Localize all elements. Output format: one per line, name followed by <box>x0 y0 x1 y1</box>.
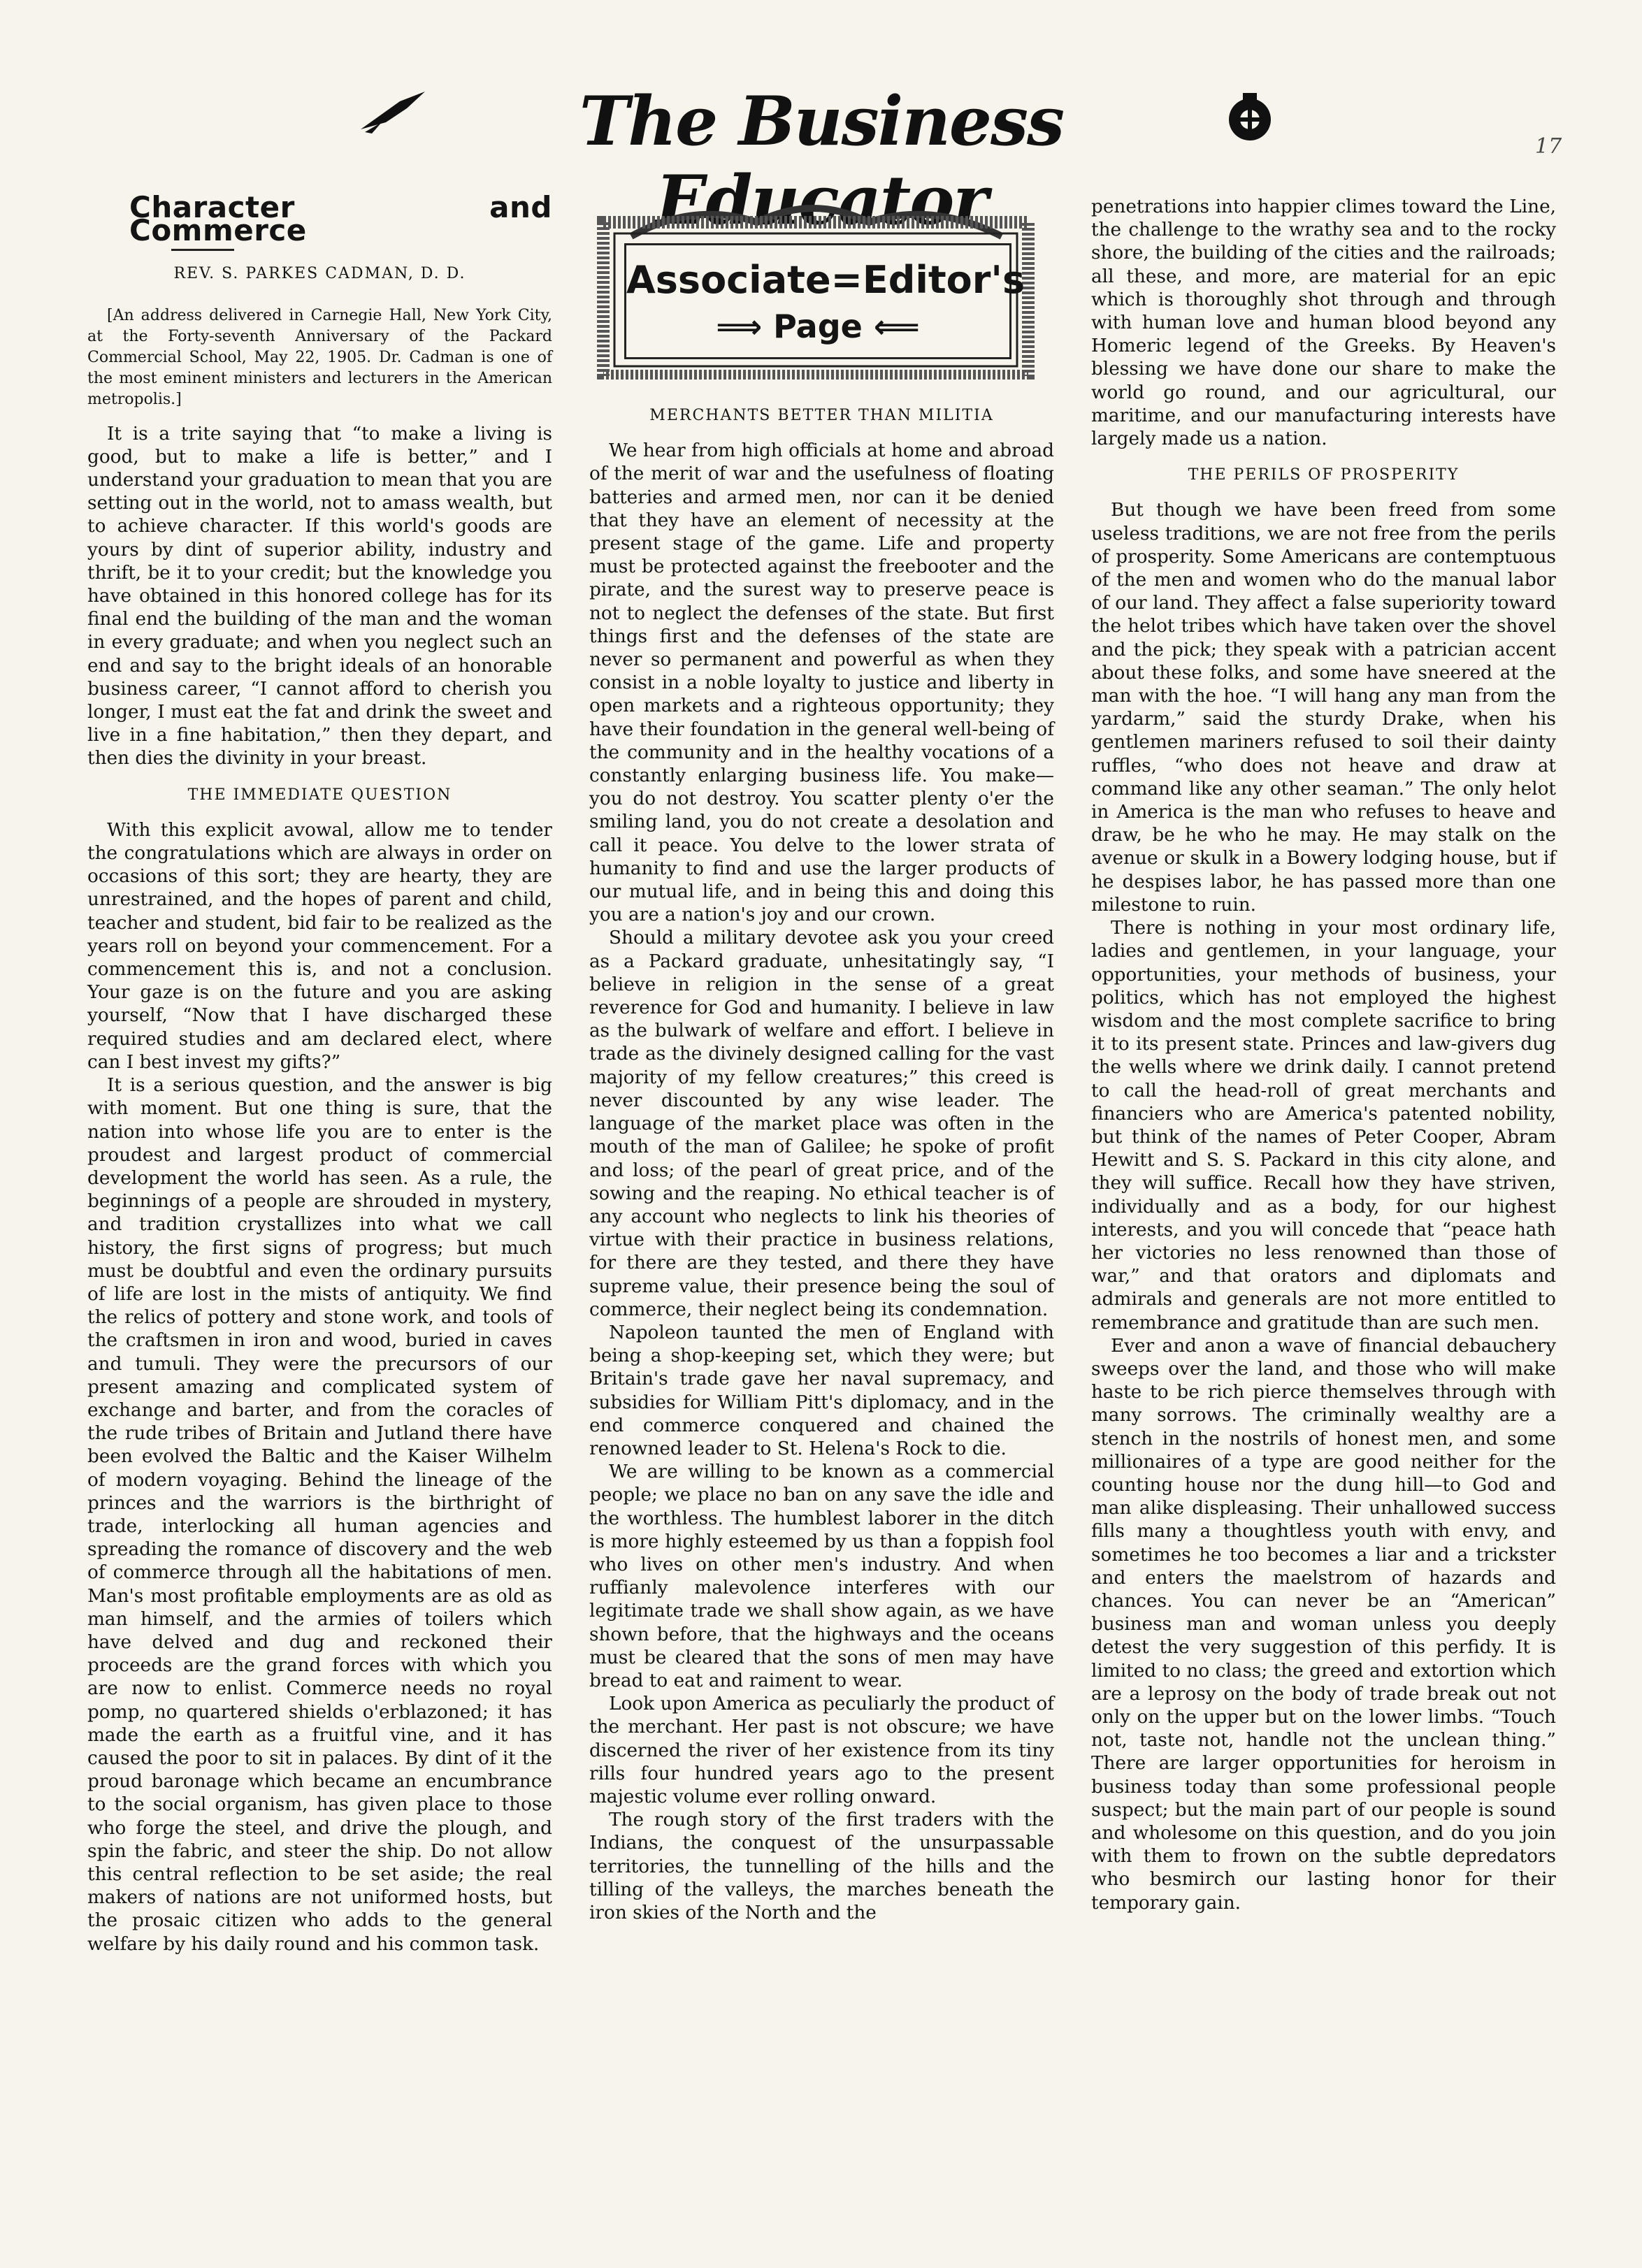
quill-pen-icon <box>358 87 428 136</box>
heading-rule <box>171 249 234 251</box>
editor-note: [An address delivered in Carnegie Hall, New York City, at the Forty-seventh Anniversary of the Packard Commercial School, May 22, 1905. Dr. Cadman is one of the most eminent ministers and lecturers in the American metropolis.] <box>87 306 552 408</box>
banner-title: Associate=Editor's <box>626 258 1025 302</box>
paragraph: penetrations into happier climes toward the Line, the challenge to the wrathy sea and to the rocky shore, the building of the cities and the railroads; all these, and more, are material for an epic which is thoroughly shot through and through with human love and human blood beyond any Homeric legend of the Greeks. By Heaven's blessing we have done our share to make the world go round, and our agricultural, our maritime, and our manufacturing interests have largely made us a nation. <box>1091 196 1556 450</box>
paragraph: But though we have been freed from some useless traditions, we are not free from the perils of prosperity. Some Americans are contemptuous of the men and women who do the manual labor of our land. They affect a false superiority toward the helot tribes which have taken over the shovel and the pick; they speak with a patrician accent about these folks, and some have sneered at the man with the hoe. “I will hang any man from the yardarm,” said the sturdy Drake, when his gentlemen mariners refused to soil their dainty ruffles, “who does not heave and draw at command like any other seaman.” The only helot in America is the man who refuses to heave and draw, be he who he may. He may stalk on the avenue or skulk in a Bowery lodging house, but if he despises labor, he has passed more than one milestone to ruin. <box>1091 500 1556 916</box>
paragraph: Should a military devotee ask you your creed as a Packard graduate, unhesitatingly say, “I believe in religion in the sense of a great reverence for God and humanity. I believe in law as the bulwark of welfare and effort. I believe in trade as the divinely designed calling for the vast majority of my fellow creatures;” this creed is never discounted by any wise leader. The language of the market place was often in the mouth of the man of Galilee; he spoke of profit and loss; of the pearl of great price, and of the sowing and the reaping. No ethical teacher is of any account who neglects to link his theories of virtue with their practice in business relations, for there are they tested, and there they have supreme value, their presence being the soul of commerce, their neglect being its condemnation. <box>589 927 1054 1320</box>
paragraph: Look upon America as peculiarly the product of the merchant. Her past is not obscure; we have discerned the river of her existence from its tiny rills four hundred years ago to the present majestic volume ever rolling onward. <box>589 1693 1054 1807</box>
paragraph: It is a trite saying that “to make a living is good, but to make a life is better,” and I understand your graduation to mean that you are setting out in the world, not to amass wealth, but to achieve character. If this world's goods are yours by dint of superior ability, industry and thrift, be it to your credit; but the knowledge you have obtained in this honored college has for its final end the building of the man and the woman in every graduate; and when you neglect such an end and say to the bright ideals of an honorable business career, “I cannot afford to cherish you longer, I must eat the fat and drink the sweet and live in a fine habitation,” then they depart, and then dies the divinity in your breast. <box>87 423 552 770</box>
right-pointer-icon: ⟸ <box>862 308 920 345</box>
associate-editor-banner <box>589 194 1042 380</box>
column-left <box>87 190 552 1956</box>
paragraph: There is nothing in your most ordinary life, ladies and gentlemen, in your language, your opportunities, your methods of business, your politics, which has not employed the highest wisdom and the most complete sacrifice to bring it to its present state. Princes and law-givers dug the wells where we drink daily. I cannot pretend to call the head-roll of great merchants and financiers who are America's patented nobility, but think of the names of Peter Cooper, Abram Hewitt and S. S. Packard in this city alone, and they will suffice. Recall how they have striven, individually and as a body, for our highest interests, and you will concede that “peace hath her victories no less renowned than those of war,” and that orators and diplomats and admirals and generals are not more entitled to remembrance and gratitude than are such men. <box>1091 918 1556 1334</box>
column-middle <box>589 391 1054 1925</box>
paragraph: The rough story of the first traders with the Indians, the conquest of the unsurpassable territories, the tunnelling of the hills and the tilling of the valleys, the marches beneath the iron skies of the North and the <box>589 1810 1054 1923</box>
paragraph: Ever and anon a wave of financial debauchery sweeps over the land, and those who will make haste to be rich pierce themselves through with many sorrows. The criminally wealthy are a stench in the nostrils of honest men, and some millionaires of a type are good neither for the counting house nor the dung hill—to God and man alike displeasing. Their unhallowed success fills many a thoughtless youth with envy, and sometimes he too becomes a liar and a trickster and enters the maelstrom of hazards and chances. You can never be an “American” business man and woman unless you deeply detest the very suggestion of this perfidy. It is limited to no class; the greed and extortion which are a leprosy on the body of trade break out not only on the upper but on the lower limbs. “Touch not, taste not, handle not the unclean thing.” There are larger opportunities for heroism in business today than some professional people suspect; but the main part of our people is sound and wholesome on this question, and do you join with them to frown on the subtle depredators who besmirch our lasting honor for their temporary gain. <box>1091 1335 1556 1914</box>
banner-subtitle-text: Page <box>773 308 863 345</box>
emblem-icon <box>1222 90 1278 146</box>
column-right <box>1091 196 1556 1915</box>
subheading: THE PERILS OF PROSPERITY <box>1188 466 1460 484</box>
paragraph: With this explicit avowal, allow me to tender the congratulations which are always in order on occasions of this sort; they are hearty, they are unrestrained, and the hopes of parent and child, teacher and student, bid fair to be realized as the years roll on beyond your commencement. For a commencement this is, and not a conclusion. Your gaze is on the future and you are asking yourself, “Now that I have discharged these required studies and am declared elect, where can I best invest my gifts?” <box>87 819 552 1073</box>
paragraph: It is a serious question, and the answer is big with moment. But one thing is sure, that the nation into whose life you are to enter is the proudest and largest product of commercial development the world has seen. As a rule, the beginnings of a people are shrouded in mystery, and tradition crystallizes into what we call history, the first signs of progress; but much must be doubtful and even the ordinary pursuits of life are lost in the mists of antiquity. We find the relics of pottery and stone work, and tools of the craftsmen in iron and wood, buried in caves and tumuli. They were the precursors of our present amazing and complicated system of exchange and barter, and from the coracles of the rude tribes of Britain and Jutland there have been evolved the Baltic and the Kaiser Wilhelm of modern voyaging. Behind the lineage of the princes and the warriors is the birthright of trade, interlocking all human agencies and spreading the romance of discovery and the web of commerce through all the habitations of men. Man's most profitable employments are as old as man himself, and the armies of toilers which have delved and dug and reckoned their proceeds are the grand forces with which you are now to enlist. Commerce needs no royal pomp, no quartered shields o'erblazoned; it has made the earth as a fruitful vine, and it has caused the poor to sit in palaces. By dint of it the proud baronage which became an encumbrance to the social organism, has given place to those who forge the steel, and drive the plough, and spin the fabric, and steer the ship. Do not allow this central reflection to be set aside; the real makers of nations are not uniformed hosts, but the prosaic citizen who adds to the general welfare by his daily round and his common task. <box>87 1075 552 1955</box>
banner-subtitle <box>626 308 1009 345</box>
subheading: MERCHANTS BETTER THAN MILITIA <box>649 407 994 424</box>
left-pointer-icon: ⟹ <box>716 308 774 345</box>
subheading: THE IMMEDIATE QUESTION <box>187 786 452 804</box>
article-heading: Character and Commerce <box>129 190 552 248</box>
masthead-title: The Business Educator <box>579 82 1064 240</box>
page-number: 17 <box>1535 134 1562 159</box>
paragraph: Napoleon taunted the men of England with being a shop-keeping set, which they were; but Britain's trade gave her naval supremacy, and subsidies for William Pitt's diplomacy, and in the end commerce conquered and chained the renowned leader to St. Helena's Rock to die. <box>589 1322 1054 1459</box>
byline: REV. S. PARKES CADMAN, D. D. <box>173 265 466 283</box>
paragraph: We hear from high officials at home and abroad of the merit of war and the usefulness of floating batteries and armed men, nor can it be denied that they have an element of necessity at the present stage of the game. Life and property must be protected against the freebooter and the pirate, and the surest way to preserve peace is not to neglect the defenses of the state. But first things first and the defenses of the state are never so permanent and powerful as when they consist in a noble loyalty to justice and liberty in open markets and a righteous opportunity; they have their foundation in the general well-being of the community and in the healthy vocations of a constantly enlarging business life. You make—you do not destroy. You scatter plenty o'er the smiling land, you do not create a desolation and call it peace. You delve to the lower strata of humanity to find and use the larger products of our mutual life, and in being this and doing this you are a nation's joy and our crown. <box>589 440 1054 926</box>
paragraph: We are willing to be known as a commercial people; we place no ban on any save the idle and the worthless. The humblest laborer in the ditch is more highly esteemed by us than a foppish fool who lives on other men's industry. And when ruffianly malevolence interferes with our legitimate trade we shall show again, as we have shown before, that the highways and the oceans must be cleared that the sons of men may have bread to eat and raiment to wear. <box>589 1461 1054 1691</box>
